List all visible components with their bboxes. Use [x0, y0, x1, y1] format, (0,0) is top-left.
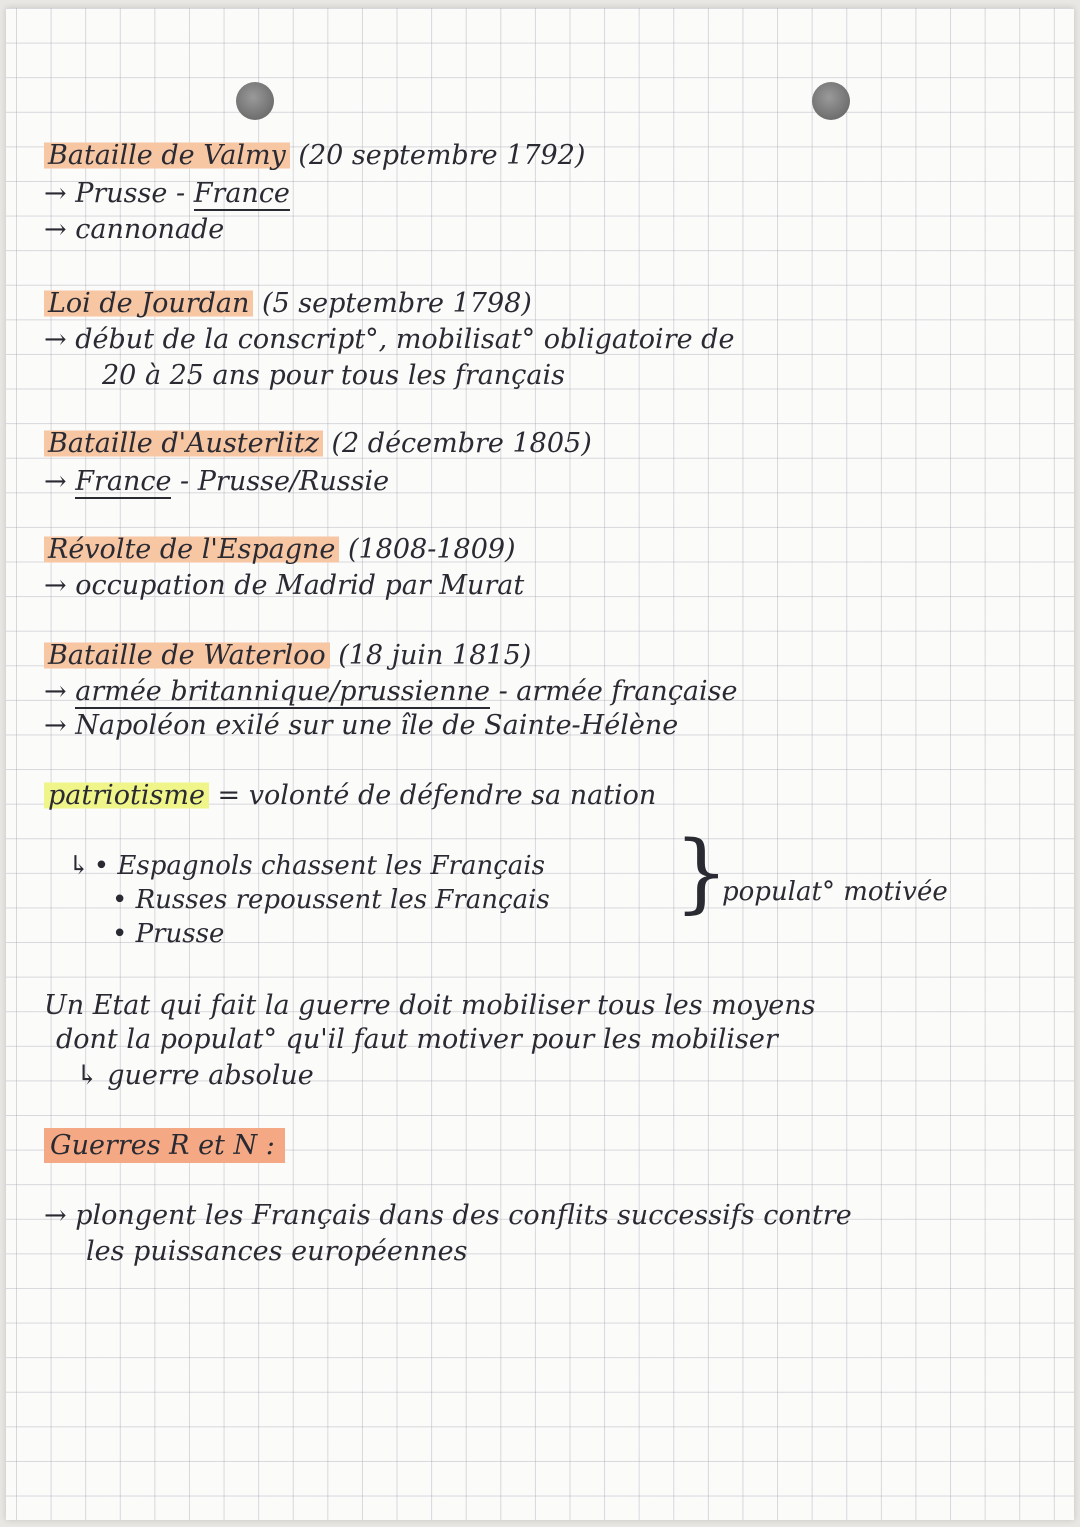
- etat-line1: [44, 988, 816, 1024]
- arrow-icon: →: [44, 178, 76, 209]
- arrow-icon: →: [44, 1200, 76, 1231]
- etat-line3: [76, 1058, 314, 1094]
- patriotisme-term: patriotisme: [44, 780, 209, 811]
- bullet-icon: •: [93, 851, 118, 881]
- notebook-page: [6, 8, 1074, 1520]
- espagne-line1: [44, 568, 524, 604]
- right-brace-icon: }: [674, 823, 729, 923]
- punch-hole-left: [236, 82, 274, 120]
- patriotisme-meaning: = volonté de défendre sa nation: [217, 780, 657, 811]
- punch-hole-right: [812, 82, 850, 120]
- valmy-line2: [44, 212, 224, 248]
- guerres-line1: [44, 1198, 852, 1234]
- patriotisme-item-1: [68, 848, 545, 884]
- patriotisme-item-2: [112, 882, 550, 918]
- waterloo-belligerent-a: armée britannique/prussienne: [75, 676, 490, 707]
- etat-text-1: Un Etat qui fait la guerre doit mobiliser tous les moyens: [44, 990, 816, 1021]
- espagne-detail: occupation de Madrid par Murat: [75, 570, 525, 601]
- etat-conclusion: guerre absolue: [107, 1060, 314, 1091]
- espagne-title: Révolte de l'Espagne: [44, 534, 339, 565]
- waterloo-date: (18 juin 1815): [338, 640, 532, 671]
- corner-arrow-icon: ↳: [76, 1060, 108, 1091]
- valmy-belligerent-a: Prusse: [75, 178, 168, 209]
- jourdan-date: (5 septembre 1798): [262, 288, 532, 319]
- valmy-title: Bataille de Valmy: [44, 140, 290, 171]
- waterloo-title: Bataille de Waterloo: [44, 640, 330, 671]
- valmy-detail: cannonade: [75, 214, 225, 245]
- arrow-icon: →: [44, 570, 76, 601]
- austerlitz-line1: → France - Prusse/Russie: [44, 466, 390, 497]
- arrow-icon: →: [44, 466, 76, 497]
- patriotisme-item-3: [112, 916, 224, 952]
- valmy-line1: → Prusse - France: [44, 178, 290, 209]
- guerres-heading: [44, 1128, 285, 1164]
- waterloo-belligerent-b: armée française: [516, 676, 738, 707]
- bullet-icon: •: [112, 919, 136, 949]
- patriotisme-example-1: Espagnols chassent les Français: [117, 851, 545, 881]
- patriotisme-conclusion: populat° motivée: [722, 877, 948, 907]
- jourdan-detail-1: début de la conscript°, mobilisat° obligatoire de: [75, 324, 735, 355]
- waterloo-line1: → armée britannique/prussienne - armée française: [44, 676, 738, 707]
- waterloo-heading: [44, 638, 531, 674]
- bullet-icon: •: [112, 885, 136, 915]
- jourdan-line1: [44, 322, 734, 358]
- arrow-icon: →: [44, 214, 76, 245]
- guerres-title: Guerres R et N :: [44, 1128, 285, 1163]
- valmy-heading: [44, 138, 585, 174]
- guerres-detail-2: les puissances européennes: [86, 1236, 468, 1267]
- patriotisme-example-2: Russes repoussent les Français: [135, 885, 550, 915]
- jourdan-line2: [102, 358, 565, 394]
- patriotisme-example-3: Prusse: [135, 919, 225, 949]
- austerlitz-title: Bataille d'Austerlitz: [44, 428, 323, 459]
- guerres-line2: [86, 1234, 467, 1270]
- austerlitz-belligerent-b: Prusse/Russie: [197, 466, 390, 497]
- corner-arrow-icon: ↳: [68, 851, 90, 881]
- valmy-belligerent-b: France: [193, 178, 290, 209]
- jourdan-heading: [44, 286, 532, 322]
- valmy-date: (20 septembre 1792): [298, 140, 586, 171]
- arrow-icon: →: [44, 324, 76, 355]
- waterloo-line2: [44, 708, 678, 744]
- jourdan-detail-2: 20 à 25 ans pour tous les français: [102, 360, 565, 391]
- patriotisme-definition: [44, 778, 656, 814]
- etat-line2: [56, 1022, 778, 1058]
- espagne-date: (1808-1809): [347, 534, 516, 565]
- etat-text-2: dont la populat° qu'il faut motiver pour les mobiliser: [56, 1024, 778, 1055]
- espagne-heading: [44, 532, 516, 568]
- austerlitz-heading: [44, 426, 592, 462]
- jourdan-title: Loi de Jourdan: [44, 288, 253, 319]
- austerlitz-date: (2 décembre 1805): [331, 428, 592, 459]
- arrow-icon: →: [44, 710, 76, 741]
- guerres-detail-1: plongent les Français dans des conflits successifs contre: [75, 1200, 852, 1231]
- patriotisme-brace-label: [722, 874, 948, 910]
- arrow-icon: →: [44, 676, 76, 707]
- austerlitz-belligerent-a: France: [75, 466, 172, 497]
- waterloo-detail: Napoléon exilé sur une île de Sainte-Hélène: [75, 710, 679, 741]
